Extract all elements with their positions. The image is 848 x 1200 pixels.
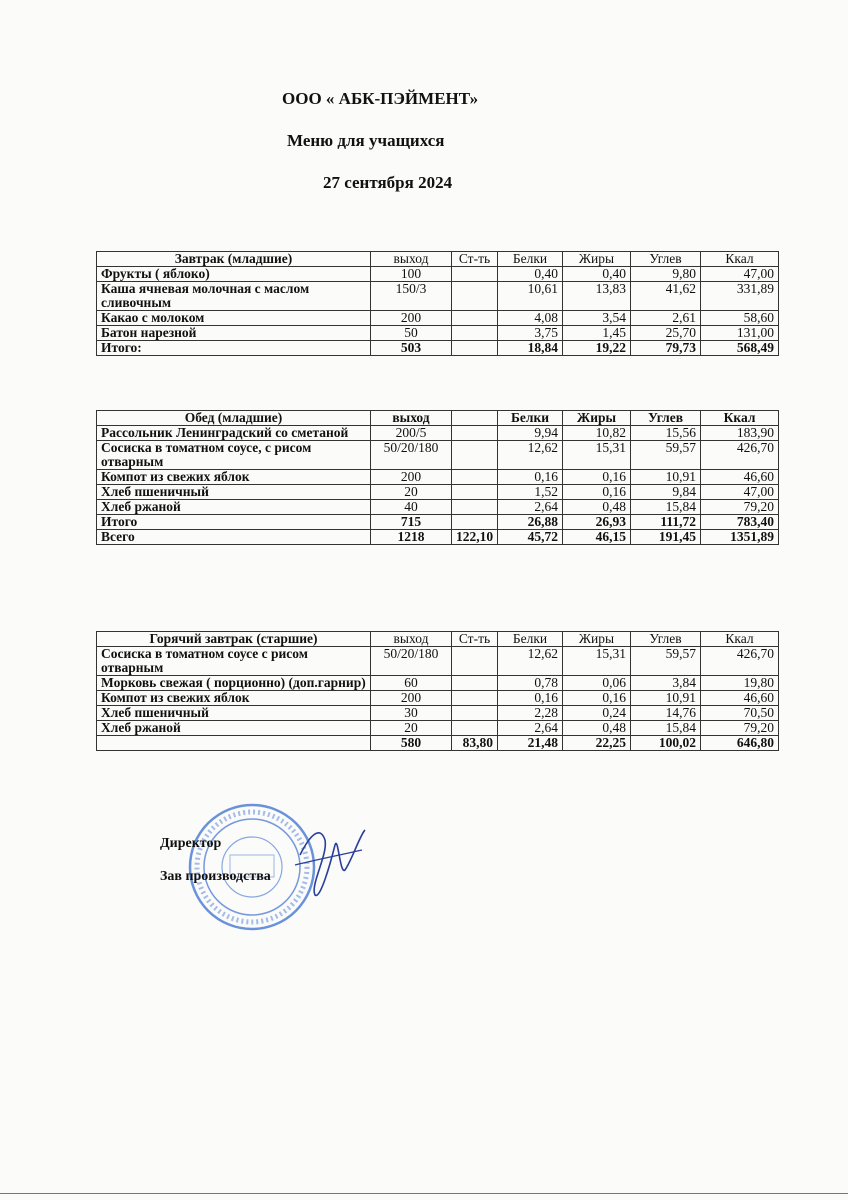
item-name-cell: Хлеб ржаной <box>97 721 371 736</box>
price-cell <box>452 500 498 515</box>
item-name-cell: Фрукты ( яблоко) <box>97 267 371 282</box>
yield-cell: 20 <box>371 485 452 500</box>
item-name-cell: Сосиска в томатном соусе, с рисом отварным <box>97 441 371 470</box>
carbs-cell: 100,02 <box>631 736 701 751</box>
price-cell <box>452 706 498 721</box>
fat-cell: 3,54 <box>563 311 631 326</box>
table-row <box>97 676 779 691</box>
carbs-cell: 3,84 <box>631 676 701 691</box>
kcal-cell: 47,00 <box>701 485 779 500</box>
kcal-cell: 426,70 <box>701 441 779 470</box>
price-cell: 83,80 <box>452 736 498 751</box>
director-label: Директор <box>160 836 222 851</box>
yield-cell: 503 <box>371 341 452 356</box>
table-row <box>97 311 779 326</box>
protein-cell: Белки <box>498 411 563 426</box>
kcal-cell: 58,60 <box>701 311 779 326</box>
yield-cell: выход <box>371 632 452 647</box>
price-cell <box>452 676 498 691</box>
carbs-cell: 41,62 <box>631 282 701 311</box>
item-name-cell: Рассольник Ленинградский со сметаной <box>97 426 371 441</box>
protein-cell: Белки <box>498 632 563 647</box>
price-cell <box>452 326 498 341</box>
protein-cell: 0,78 <box>498 676 563 691</box>
fat-cell: 0,16 <box>563 470 631 485</box>
price-cell <box>452 485 498 500</box>
signature <box>290 815 370 905</box>
yield-cell: 50/20/180 <box>371 441 452 470</box>
protein-cell: 9,94 <box>498 426 563 441</box>
price-cell <box>452 426 498 441</box>
kcal-cell: 1351,89 <box>701 530 779 545</box>
kcal-cell: 19,80 <box>701 676 779 691</box>
table-breakfast-junior <box>96 251 779 356</box>
protein-cell: 0,40 <box>498 267 563 282</box>
item-name-cell: Каша ячневая молочная с маслом сливочным <box>97 282 371 311</box>
protein-cell: 2,64 <box>498 500 563 515</box>
item-name-cell: Какао с молоком <box>97 311 371 326</box>
carbs-cell: Углев <box>631 632 701 647</box>
fat-cell: 26,93 <box>563 515 631 530</box>
fat-cell: 0,48 <box>563 721 631 736</box>
table-row <box>97 485 779 500</box>
carbs-cell: Углев <box>631 411 701 426</box>
table-row <box>97 282 779 311</box>
protein-cell: 0,16 <box>498 691 563 706</box>
carbs-cell: 14,76 <box>631 706 701 721</box>
table-row <box>97 691 779 706</box>
kcal-cell: 46,60 <box>701 691 779 706</box>
item-name-cell: Завтрак (младшие) <box>97 252 371 267</box>
company-name: ООО « АБК-ПЭЙМЕНТ» <box>282 89 479 108</box>
protein-cell: 10,61 <box>498 282 563 311</box>
carbs-cell: 2,61 <box>631 311 701 326</box>
item-name-cell: Хлеб пшеничный <box>97 485 371 500</box>
price-cell <box>452 470 498 485</box>
item-name-cell: Итого <box>97 515 371 530</box>
table-total-row <box>97 341 779 356</box>
carbs-cell: 15,84 <box>631 721 701 736</box>
yield-cell: 715 <box>371 515 452 530</box>
item-name-cell: Обед (младшие) <box>97 411 371 426</box>
fat-cell: 0,40 <box>563 267 631 282</box>
price-cell <box>452 691 498 706</box>
fat-cell: 22,25 <box>563 736 631 751</box>
yield-cell: 20 <box>371 721 452 736</box>
yield-cell: выход <box>371 411 452 426</box>
protein-cell: 45,72 <box>498 530 563 545</box>
protein-cell: 18,84 <box>498 341 563 356</box>
kcal-cell: 783,40 <box>701 515 779 530</box>
fat-cell: 1,45 <box>563 326 631 341</box>
kcal-cell: Ккал <box>701 632 779 647</box>
document-title: Меню для учащихся <box>287 131 445 150</box>
item-name-cell: Морковь свежая ( порционно) (доп.гарнир) <box>97 676 371 691</box>
page-edge <box>0 1193 848 1194</box>
price-cell <box>452 267 498 282</box>
item-name-cell: Сосиска в томатном соусе с рисом отварным <box>97 647 371 676</box>
fat-cell: 15,31 <box>563 441 631 470</box>
fat-cell: 15,31 <box>563 647 631 676</box>
yield-cell: выход <box>371 252 452 267</box>
protein-cell: 1,52 <box>498 485 563 500</box>
price-cell: 122,10 <box>452 530 498 545</box>
yield-cell: 50 <box>371 326 452 341</box>
table-lunch-junior <box>96 410 779 545</box>
fat-cell: 0,48 <box>563 500 631 515</box>
protein-cell: 2,64 <box>498 721 563 736</box>
fat-cell: 19,22 <box>563 341 631 356</box>
table-row <box>97 426 779 441</box>
carbs-cell: 9,80 <box>631 267 701 282</box>
yield-cell: 200 <box>371 691 452 706</box>
kcal-cell: 70,50 <box>701 706 779 721</box>
protein-cell: 4,08 <box>498 311 563 326</box>
table-total-row <box>97 736 779 751</box>
price-cell <box>452 311 498 326</box>
table-row <box>97 721 779 736</box>
kcal-cell: 79,20 <box>701 500 779 515</box>
carbs-cell: 25,70 <box>631 326 701 341</box>
protein-cell: 12,62 <box>498 647 563 676</box>
table-row <box>97 500 779 515</box>
yield-cell: 1218 <box>371 530 452 545</box>
kcal-cell: 568,49 <box>701 341 779 356</box>
fat-cell: 13,83 <box>563 282 631 311</box>
fat-cell: Жиры <box>563 632 631 647</box>
table-row <box>97 706 779 721</box>
carbs-cell: 79,73 <box>631 341 701 356</box>
kcal-cell: Ккал <box>701 411 779 426</box>
protein-cell: 2,28 <box>498 706 563 721</box>
price-cell <box>452 721 498 736</box>
yield-cell: 150/3 <box>371 282 452 311</box>
protein-cell: 0,16 <box>498 470 563 485</box>
price-cell <box>452 282 498 311</box>
item-name-cell <box>97 736 371 751</box>
table-row <box>97 441 779 470</box>
fat-cell: Жиры <box>563 252 631 267</box>
carbs-cell: Углев <box>631 252 701 267</box>
carbs-cell: 9,84 <box>631 485 701 500</box>
yield-cell: 200/5 <box>371 426 452 441</box>
carbs-cell: 10,91 <box>631 691 701 706</box>
kcal-cell: 131,00 <box>701 326 779 341</box>
item-name-cell: Итого: <box>97 341 371 356</box>
table-total-row <box>97 515 779 530</box>
price-cell <box>452 647 498 676</box>
protein-cell: 21,48 <box>498 736 563 751</box>
document-date: 27 сентября 2024 <box>323 173 453 192</box>
protein-cell: 12,62 <box>498 441 563 470</box>
table-total-row <box>97 530 779 545</box>
kcal-cell: 426,70 <box>701 647 779 676</box>
yield-cell: 580 <box>371 736 452 751</box>
protein-cell: Белки <box>498 252 563 267</box>
item-name-cell: Всего <box>97 530 371 545</box>
yield-cell: 100 <box>371 267 452 282</box>
item-name-cell: Хлеб пшеничный <box>97 706 371 721</box>
protein-cell: 26,88 <box>498 515 563 530</box>
kcal-cell: 183,90 <box>701 426 779 441</box>
item-name-cell: Компот из свежих яблок <box>97 470 371 485</box>
item-name-cell: Горячий завтрак (старшие) <box>97 632 371 647</box>
table-header-row <box>97 252 779 267</box>
table-row <box>97 470 779 485</box>
table-header-row <box>97 632 779 647</box>
yield-cell: 40 <box>371 500 452 515</box>
yield-cell: 50/20/180 <box>371 647 452 676</box>
kcal-cell: 79,20 <box>701 721 779 736</box>
price-cell <box>452 341 498 356</box>
carbs-cell: 191,45 <box>631 530 701 545</box>
fat-cell: 46,15 <box>563 530 631 545</box>
kcal-cell: 646,80 <box>701 736 779 751</box>
kcal-cell: 331,89 <box>701 282 779 311</box>
price-cell: Ст-ть <box>452 252 498 267</box>
fat-cell: Жиры <box>563 411 631 426</box>
item-name-cell: Батон нарезной <box>97 326 371 341</box>
fat-cell: 0,06 <box>563 676 631 691</box>
table-row <box>97 647 779 676</box>
kcal-cell: Ккал <box>701 252 779 267</box>
carbs-cell: 15,84 <box>631 500 701 515</box>
item-name-cell: Хлеб ржаной <box>97 500 371 515</box>
table-hot-breakfast-senior <box>96 631 779 751</box>
table-row <box>97 267 779 282</box>
fat-cell: 10,82 <box>563 426 631 441</box>
carbs-cell: 15,56 <box>631 426 701 441</box>
table-header-row <box>97 411 779 426</box>
fat-cell: 0,16 <box>563 691 631 706</box>
carbs-cell: 59,57 <box>631 441 701 470</box>
carbs-cell: 10,91 <box>631 470 701 485</box>
yield-cell: 200 <box>371 311 452 326</box>
kcal-cell: 47,00 <box>701 267 779 282</box>
carbs-cell: 59,57 <box>631 647 701 676</box>
item-name-cell: Компот из свежих яблок <box>97 691 371 706</box>
price-cell: Ст-ть <box>452 632 498 647</box>
table-row <box>97 326 779 341</box>
price-cell <box>452 515 498 530</box>
protein-cell: 3,75 <box>498 326 563 341</box>
yield-cell: 60 <box>371 676 452 691</box>
fat-cell: 0,24 <box>563 706 631 721</box>
kcal-cell: 46,60 <box>701 470 779 485</box>
yield-cell: 30 <box>371 706 452 721</box>
price-cell <box>452 411 498 426</box>
carbs-cell: 111,72 <box>631 515 701 530</box>
fat-cell: 0,16 <box>563 485 631 500</box>
yield-cell: 200 <box>371 470 452 485</box>
production-manager-label: Зав производства <box>160 869 271 884</box>
price-cell <box>452 441 498 470</box>
